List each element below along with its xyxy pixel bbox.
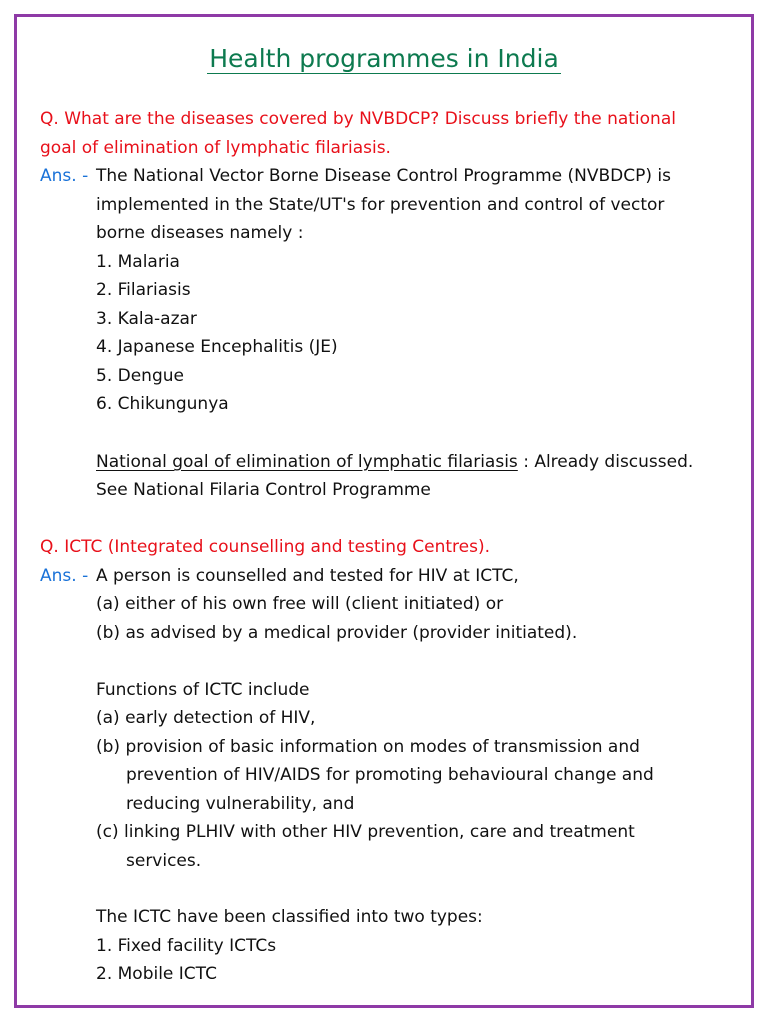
answer-2-item-a: (a) either of his own free will (client initiated) or (96, 594, 504, 614)
type-item: 2. Mobile ICTC (96, 964, 217, 984)
answer-1-label: Ans. - (40, 166, 89, 186)
answer-1-line-1: The National Vector Borne Disease Control Programme (NVBDCP) is (96, 166, 671, 186)
function-item-a: (a) early detection of HIV, (96, 708, 316, 728)
function-item-b-cont: reducing vulnerability, and (126, 794, 355, 814)
function-item-b-cont: prevention of HIV/AIDS for promoting behavioural change and (126, 765, 654, 785)
disease-item: 4. Japanese Encephalitis (JE) (96, 337, 338, 357)
function-item-c: (c) linking PLHIV with other HIV prevention, care and treatment (96, 822, 635, 842)
question-2-line-1: Q. ICTC (Integrated counselling and testing Centres). (40, 537, 491, 557)
answer-2-item-b: (b) as advised by a medical provider (provider initiated). (96, 623, 578, 643)
goal-note: : Already discussed. (517, 452, 694, 472)
answer-1-line-2: implemented in the State/UT's for prevention and control of vector (96, 195, 665, 215)
function-item-c-cont: services. (126, 851, 202, 871)
function-item-b: (b) provision of basic information on modes of transmission and (96, 737, 640, 757)
page-title (0, 42, 768, 76)
goal-heading: National goal of elimination of lymphatic filariasis (96, 452, 518, 472)
answer-2-label: Ans. - (40, 566, 89, 586)
disease-item: 5. Dengue (96, 366, 184, 386)
goal-line-2: See National Filaria Control Programme (96, 480, 431, 500)
disease-item: 2. Filariasis (96, 280, 191, 300)
disease-item: 6. Chikungunya (96, 394, 229, 414)
question-1-line-2: goal of elimination of lymphatic filariasis. (40, 138, 391, 158)
disease-item: 3. Kala-azar (96, 309, 197, 329)
question-1-line-1: Q. What are the diseases covered by NVBDCP? Discuss briefly the national (40, 109, 676, 129)
types-heading: The ICTC have been classified into two types: (96, 907, 483, 927)
page-title-text: Health programmes in India (209, 44, 559, 73)
answer-2-line-1: A person is counselled and tested for HIV at ICTC, (96, 566, 519, 586)
functions-heading: Functions of ICTC include (96, 680, 310, 700)
disease-item: 1. Malaria (96, 252, 180, 272)
type-item: 1. Fixed facility ICTCs (96, 936, 277, 956)
goal-line-1 (96, 450, 693, 474)
answer-1-line-3: borne diseases namely : (96, 223, 304, 243)
